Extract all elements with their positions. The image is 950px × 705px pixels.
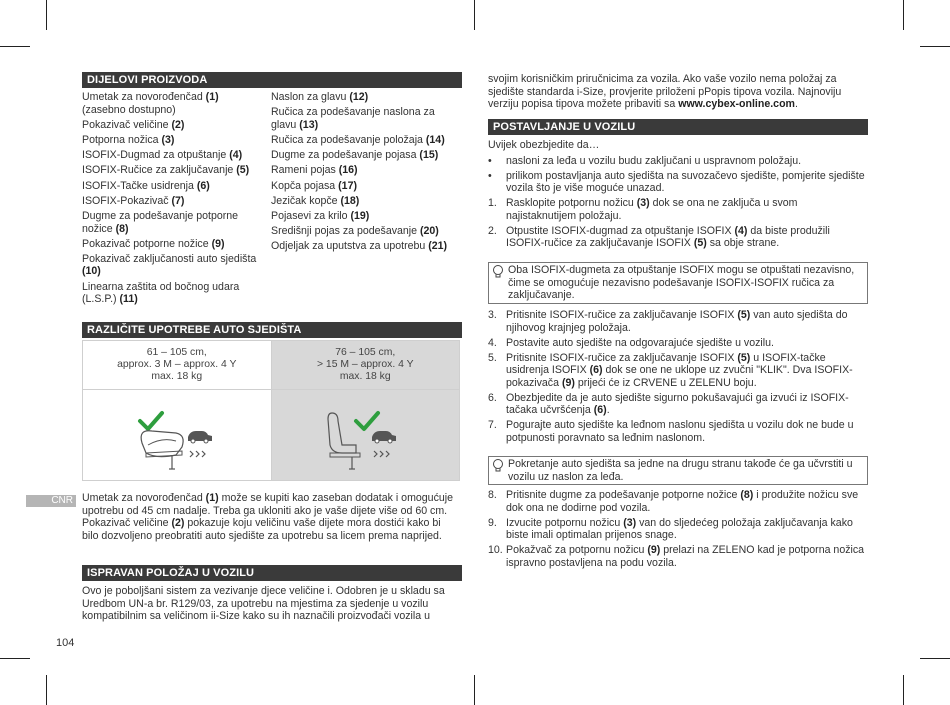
crop-mark: [920, 658, 950, 659]
crop-mark: [474, 0, 475, 30]
use-spec-forward-facing: 76 – 105 cm, > 15 M – approx. 4 Y max. 18 kg: [271, 341, 460, 390]
list-item: 2. Otpustite ISOFIX-dugmad za otpuštanje ISOFIX (4) da biste produžili ISOFIX-ručice za zaključavanje ISOFIX (5) sa obje strane.: [488, 224, 830, 250]
part-item: Ručica za podešavanje naslona za glavu (13): [271, 106, 435, 131]
crop-mark: [46, 675, 47, 705]
part-item: Pokazivač veličine (2): [82, 118, 185, 131]
part-item: Dugme za podešavanje pojasa (15): [271, 149, 439, 162]
parts-list-right: [271, 91, 461, 255]
crop-mark: [474, 675, 475, 705]
list-item: 7. Pogurajte auto sjedište ka leđnom naslonu sjedišta u vozilu dok ne bude u potpunosti poravnato sa leđnim naslonom.: [488, 419, 854, 444]
position-paragraph-continued: svojim korisničkim priručnicima za vozila. Ako vaše vozilo nema položaj za sjedište standarda i-Size, provjerite priloženi pPopis tipova vozila. Najnoviju verziju popisa tipova možete pribaviti sa www.cybex-online.com.: [488, 73, 842, 111]
lightbulb-icon: [492, 459, 504, 473]
part-item: Potporna nožica (3): [82, 133, 175, 146]
crop-mark: [903, 675, 904, 705]
part-item: Umetak za novorođenčad (1) (zasebno dostupno): [82, 91, 219, 116]
part-item: ISOFIX-Pokazivač (7): [82, 194, 185, 207]
list-item: 8. Pritisnite dugme za podešavanje potporne nožice (8) i produžite nožicu sve dok ona ne dodirne pod vozila.: [488, 489, 859, 514]
section-header-position: ISPRAVAN POLOŽAJ U VOZILU: [82, 565, 462, 581]
list-item: • nasloni za leđa u vozilu budu zaključani u uspravnom položaju.: [488, 154, 802, 167]
crop-mark: [46, 0, 47, 30]
page-number: 104: [56, 637, 75, 649]
list-item: 10. Pokažvač za potpornu nožicu (9) prelazi na ZELENO kad je potporna nožica ispravno postavljena na podu vozila.: [488, 544, 865, 569]
crop-mark: [0, 658, 30, 659]
part-item: Jezičak kopče (18): [271, 194, 360, 207]
part-item: Linearna zaštita od bočnog udara (L.S.P.) (11): [82, 280, 240, 306]
lightbulb-icon: [492, 265, 504, 279]
section-header-parts: DIJELOVI PROIZVODA: [82, 72, 462, 88]
parts-list-left: [82, 91, 262, 308]
insert-paragraph: Umetak za novorođenčad (1) može se kupiti kao zaseban dodatak i omogućuje upotrebu od 45 cm nadalje. Treba ga ukloniti ako je vaše dijete više od 60 cm. Pokazivač veličine (2) pokazuje koju veličinu vaše dijete mora dostići kako bi bilo dozvoljeno preobratiti auto sjedište za upotrebu sa licem prema naprijed.: [82, 492, 454, 542]
part-item: ISOFIX-Dugmad za otpuštanje (4): [82, 149, 243, 162]
list-item: 5. Pritisnite ISOFIX-ručice za zaključavanje ISOFIX (5) u ISOFIX-tačke usidrenja ISOFIX (6) dok se one ne uklope uz zvučni "KLIK". Dva ISOFIX-pokazivača (9) prijeći će iz CRVENE u ZELENU boju.: [488, 351, 853, 389]
part-item: Kopča pojasa (17): [271, 179, 357, 192]
note-box-isofix: Oba ISOFIX-dugmeta za otpuštanje ISOFIX mogu se otpuštati nezavisno, čime se omogućuje nezavisno podešavanje ISOFIX-ISOFIX ručica za zaključavanje.: [488, 262, 868, 304]
list-item: 4. Postavite auto sjedište na odgovarajuće sjedište u vozilu.: [488, 336, 774, 349]
language-tab: CNR: [26, 495, 76, 507]
uses-table: [82, 340, 460, 481]
part-item: Pokazivač zaključanosti auto sjedišta (10): [82, 252, 257, 278]
part-item: ISOFIX-Tačke usidrenja (6): [82, 179, 210, 192]
crop-mark: [920, 46, 950, 47]
use-illustration-rear-facing: [83, 390, 272, 481]
part-item: Dugme za podešavanje potporne nožice (8): [82, 209, 239, 235]
rear-facing-seat-icon: [122, 393, 232, 473]
section-header-install: POSTAVLJANJE U VOZILU: [488, 119, 868, 135]
use-illustration-forward-facing: [271, 390, 460, 481]
part-item: ISOFIX-Ručice za zaključavanje (5): [82, 164, 250, 177]
use-spec-rear-facing: 61 – 105 cm, approx. 3 M – approx. 4 Y max. 18 kg: [83, 341, 272, 390]
section-header-uses: RAZLIČITE UPOTREBE AUTO SJEDIŠTA: [82, 322, 462, 338]
forward-facing-seat-icon: [310, 393, 420, 473]
list-item: 3. Pritisnite ISOFIX-ručice za zaključavanje ISOFIX (5) van auto sjedišta do njihovog krajnjeg položaja.: [488, 309, 848, 334]
list-item: 9. Izvucite potpornu nožicu (3) van do sljedećeg položaja zaključavanja kako biste imali optimalan prijenos snage.: [488, 516, 853, 542]
part-item: Ručica za podešavanje položaja (14): [271, 133, 445, 146]
part-item: Pokazivač potporne nožice (9): [82, 237, 225, 250]
part-item: Središnji pojas za podešavanje (20): [271, 225, 439, 238]
part-item: Pojasevi za krilo (19): [271, 209, 370, 222]
position-paragraph: Ovo je poboljšani sistem za vezivanje djece veličine i. Odobren je u skladu sa Uredbom UN-a br. R129/03, za upotrebu na mjestima za sjedenje u vozilu kompatibilnim sa veličinom ii-Size kako su ih naznačili proizvođači vozila u: [82, 585, 445, 623]
crop-mark: [0, 46, 30, 47]
install-instructions-a: [488, 139, 870, 252]
part-item: Naslon za glavu (12): [271, 91, 369, 103]
part-item: Rameni pojas (16): [271, 164, 358, 177]
list-item: 1. Rasklopite potpornu nožicu (3) dok se ona ne zaključa u svom najistaknutijem položaju.: [488, 197, 798, 222]
install-intro: Uvijek obezbjedite da…: [488, 139, 600, 151]
list-item: • prilikom postavljanja auto sjedišta na suvozačevo sjedište, pomjerite sjedište vozila što je više moguće unazad.: [488, 169, 865, 195]
install-instructions-c: [488, 489, 870, 572]
note-box-side-to-side: Pokretanje auto sjedišta sa jedne na drugu stranu takođe će ga učvrstiti u vozilu uz naslon za leđa.: [488, 456, 868, 485]
install-instructions-b: [488, 309, 870, 447]
crop-mark: [903, 0, 904, 30]
part-item: Odjeljak za uputstva za upotrebu (21): [271, 240, 448, 253]
list-item: 6. Obezbjedite da je auto sjedište sigurno pokušavajući ga izvući iz ISOFIX-tačaka učvršćenja (6).: [488, 391, 849, 417]
